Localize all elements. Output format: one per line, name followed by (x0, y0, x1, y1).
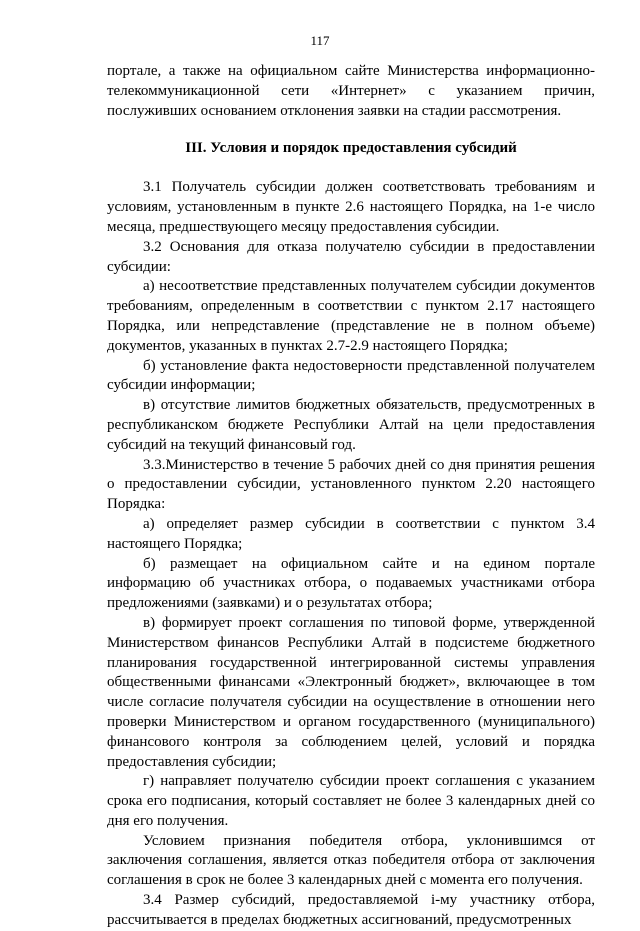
paragraph-3-2-a: а) несоответствие представленных получателем субсидии документов требованиям, определенным в соответствии с пунктом 2.17 настоящего Порядка, или непредставление (представление не в полном объеме) документов, указанных в пунктах 2.7-2.9 настоящего Порядка; (107, 278, 595, 354)
page-number: 117 (310, 33, 330, 48)
paragraph-3-2: 3.2 Основания для отказа получателю субсидии в предоставлении субсидии: (107, 238, 595, 275)
paragraph-3-1: 3.1 Получатель субсидии должен соответствовать требованиям и условиям, установленным в пункте 2.6 настоящего Порядка, на 1-е число месяца, предшествующего месяцу предоставления субсидии. (107, 179, 595, 235)
document-body (107, 62, 595, 931)
paragraph-3-2-b: б) установление факта недостоверности представленной получателем субсидии информации; (107, 357, 595, 394)
paragraph-3-2-v: в) отсутствие лимитов бюджетных обязательств, предусмотренных в республиканском бюджете Республики Алтай на цели предоставления субсидий на текущий финансовый год. (107, 397, 595, 453)
paragraph-3-3-v: в) формирует проект соглашения по типовой форме, утвержденной Министерством финансов Республики Алтай в подсистеме бюджетного планирования государственной интегрированной системы управления общественными финансами «Электронный бюджет», включающее в том числе согласие получателя субсидии на осуществление в отношении него проверки Министерством и органом государственного (муниципального) финансового контроля за соблюдением целей, условий и порядка предоставления субсидии; (107, 614, 595, 770)
paragraph-3-4: 3.4 Размер субсидий, предоставляемой i-му участнику отбора, рассчитывается в пределах бюджетных ассигнований, предусмотренных (107, 892, 595, 928)
section-heading: III. Условия и порядок предоставления субсидий (185, 140, 517, 157)
paragraph-3-3-b: б) размещает на официальном сайте и на едином портале информацию об участниках отбора, о подаваемых участниками отбора предложениями (заявками) и о результатах отбора; (107, 555, 595, 612)
paragraph-3-3-a: а) определяет размер субсидии в соответствии с пунктом 3.4 настоящего Порядка; (107, 515, 595, 552)
intro-paragraph: порталe, а также на официальном сайте Министерства информационно-телекоммуникационной сети «Интернет» с указанием причин, послуживших основанием отклонения заявки на стадии рассмотрения. (107, 63, 595, 119)
paragraph-3-3: 3.3.Министерство в течение 5 рабочих дней со дня принятия решения о предоставлении субсидии, установленного пунктом 2.20 настоящего Порядка: (107, 456, 595, 513)
paragraph-winner-condition: Условием признания победителя отбора, уклонившимся от заключения соглашения, является отказ победителя отбора от заключения соглашения в срок не более 3 календарных дней с момента его получения. (107, 832, 595, 889)
paragraph-3-3-g: г) направляет получателю субсидии проект соглашения с указанием срока его подписания, который составляет не более 3 календарных дней со дня его получения. (107, 773, 595, 829)
